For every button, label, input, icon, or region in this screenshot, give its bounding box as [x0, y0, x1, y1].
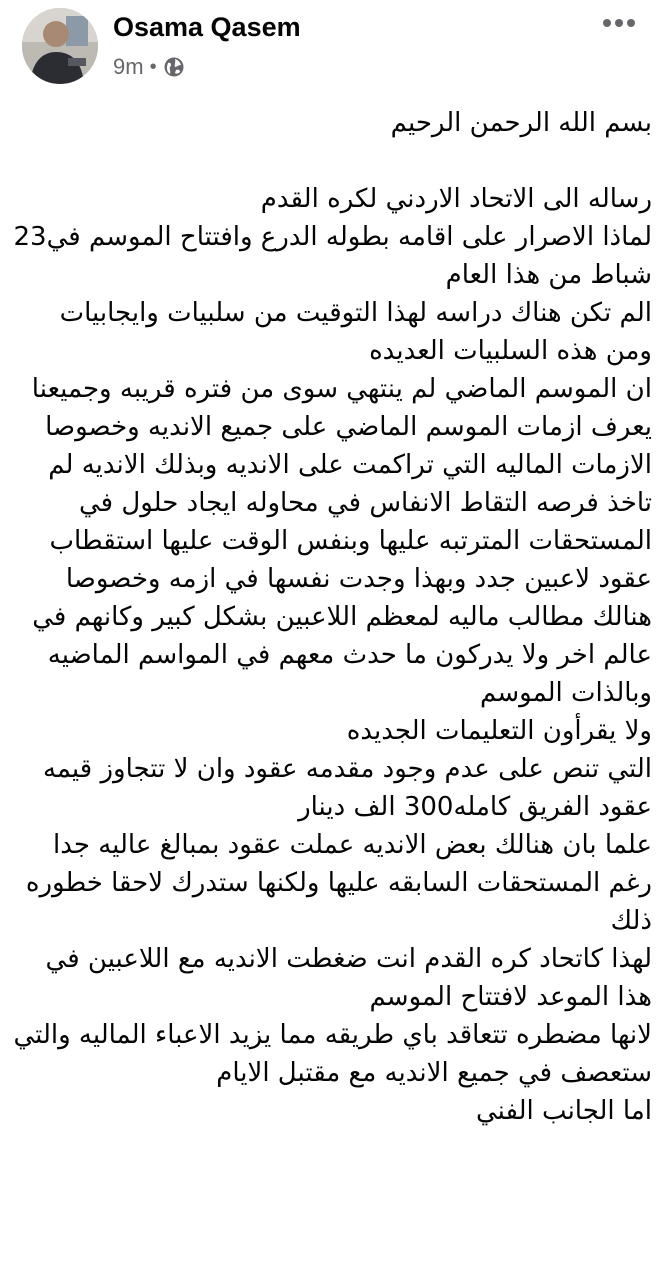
- post-line: ان الموسم الماضي لم ينتهي سوى من فتره قريبه وجميعنا: [31, 374, 652, 404]
- blank-line: [34, 142, 652, 180]
- post-line: رغم المستحقات السابقه عليها ولكنها ستدرك لاحقا خطوره: [25, 868, 652, 898]
- post-line: لانها مضطره تتعاقد باي طريقه مما يزيد الاعباء الماليه والتي: [13, 1020, 652, 1050]
- post-line: هذا الموعد لافتتاح الموسم: [369, 982, 652, 1012]
- post-line: لهذا كاتحاد كره القدم انت ضغطت الانديه مع اللاعبين في: [45, 944, 652, 974]
- post-line: المستحقات المترتبه عليها وبنفس الوقت عليها استقطاب: [49, 526, 652, 556]
- post-line: لماذا الاصرار على اقامه بطوله الدرع وافتتاح الموسم في23: [13, 222, 652, 252]
- post-line: ذلك: [610, 906, 652, 936]
- meta-separator: •: [149, 55, 157, 78]
- post-line: عالم اخر ولا يدركون ما حدث معهم في المواسم الماضيه: [47, 640, 652, 670]
- post-line: التي تنص على عدم وجود مقدمه عقود وان لا تتجاوز قيمه: [42, 754, 652, 784]
- post-line: عقود الفريق كامله300 الف دينار: [298, 792, 652, 822]
- author-avatar[interactable]: [22, 8, 98, 84]
- post-line: ولا يقرأون التعليمات الجديده: [346, 716, 652, 746]
- post-line: رساله الى الاتحاد الاردني لكره القدم: [260, 184, 652, 214]
- post-line: وبالذات الموسم: [480, 678, 652, 708]
- post-line: اما الجانب الفني: [475, 1096, 652, 1126]
- globe-icon[interactable]: [163, 56, 185, 78]
- more-options-icon[interactable]: [596, 6, 642, 40]
- post-line: هنالك مطالب ماليه لمعظم اللاعبين بشكل كبير وكانهم في: [32, 602, 652, 632]
- post-line: ومن هذه السلبيات العديده: [369, 336, 652, 366]
- post-meta: [113, 52, 185, 82]
- post-time[interactable]: 9m: [113, 54, 144, 79]
- post-line: يعرف ازمات الموسم الماضي على جميع الانديه وخصوصا: [45, 412, 652, 442]
- post-text: [13, 104, 652, 1130]
- post-header: [0, 0, 670, 100]
- post-line: الازمات الماليه التي تراكمت على الانديه وبذلك الانديه لم: [48, 450, 652, 480]
- post-line: بسم الله الرحمن الرحيم: [390, 108, 652, 138]
- post-line: تاخذ فرصه التقاط الانفاس في محاوله ايجاد حلول في: [79, 488, 652, 518]
- post-line: الم تكن هناك دراسه لهذا التوقيت من سلبيات وايجابيات: [59, 298, 652, 328]
- post-line: علما بان هنالك بعض الانديه عملت عقود بمبالغ عاليه جدا: [52, 830, 652, 860]
- post-line: عقود لاعبين جدد وبهذا وجدت نفسها في ازمه وخصوصا: [65, 564, 652, 594]
- author-name[interactable]: Osama Qasem: [113, 12, 301, 42]
- post-line: ستعصف في جميع الانديه مع مقتبل الايام: [216, 1058, 652, 1088]
- post-line: شباط من هذا العام: [445, 260, 652, 290]
